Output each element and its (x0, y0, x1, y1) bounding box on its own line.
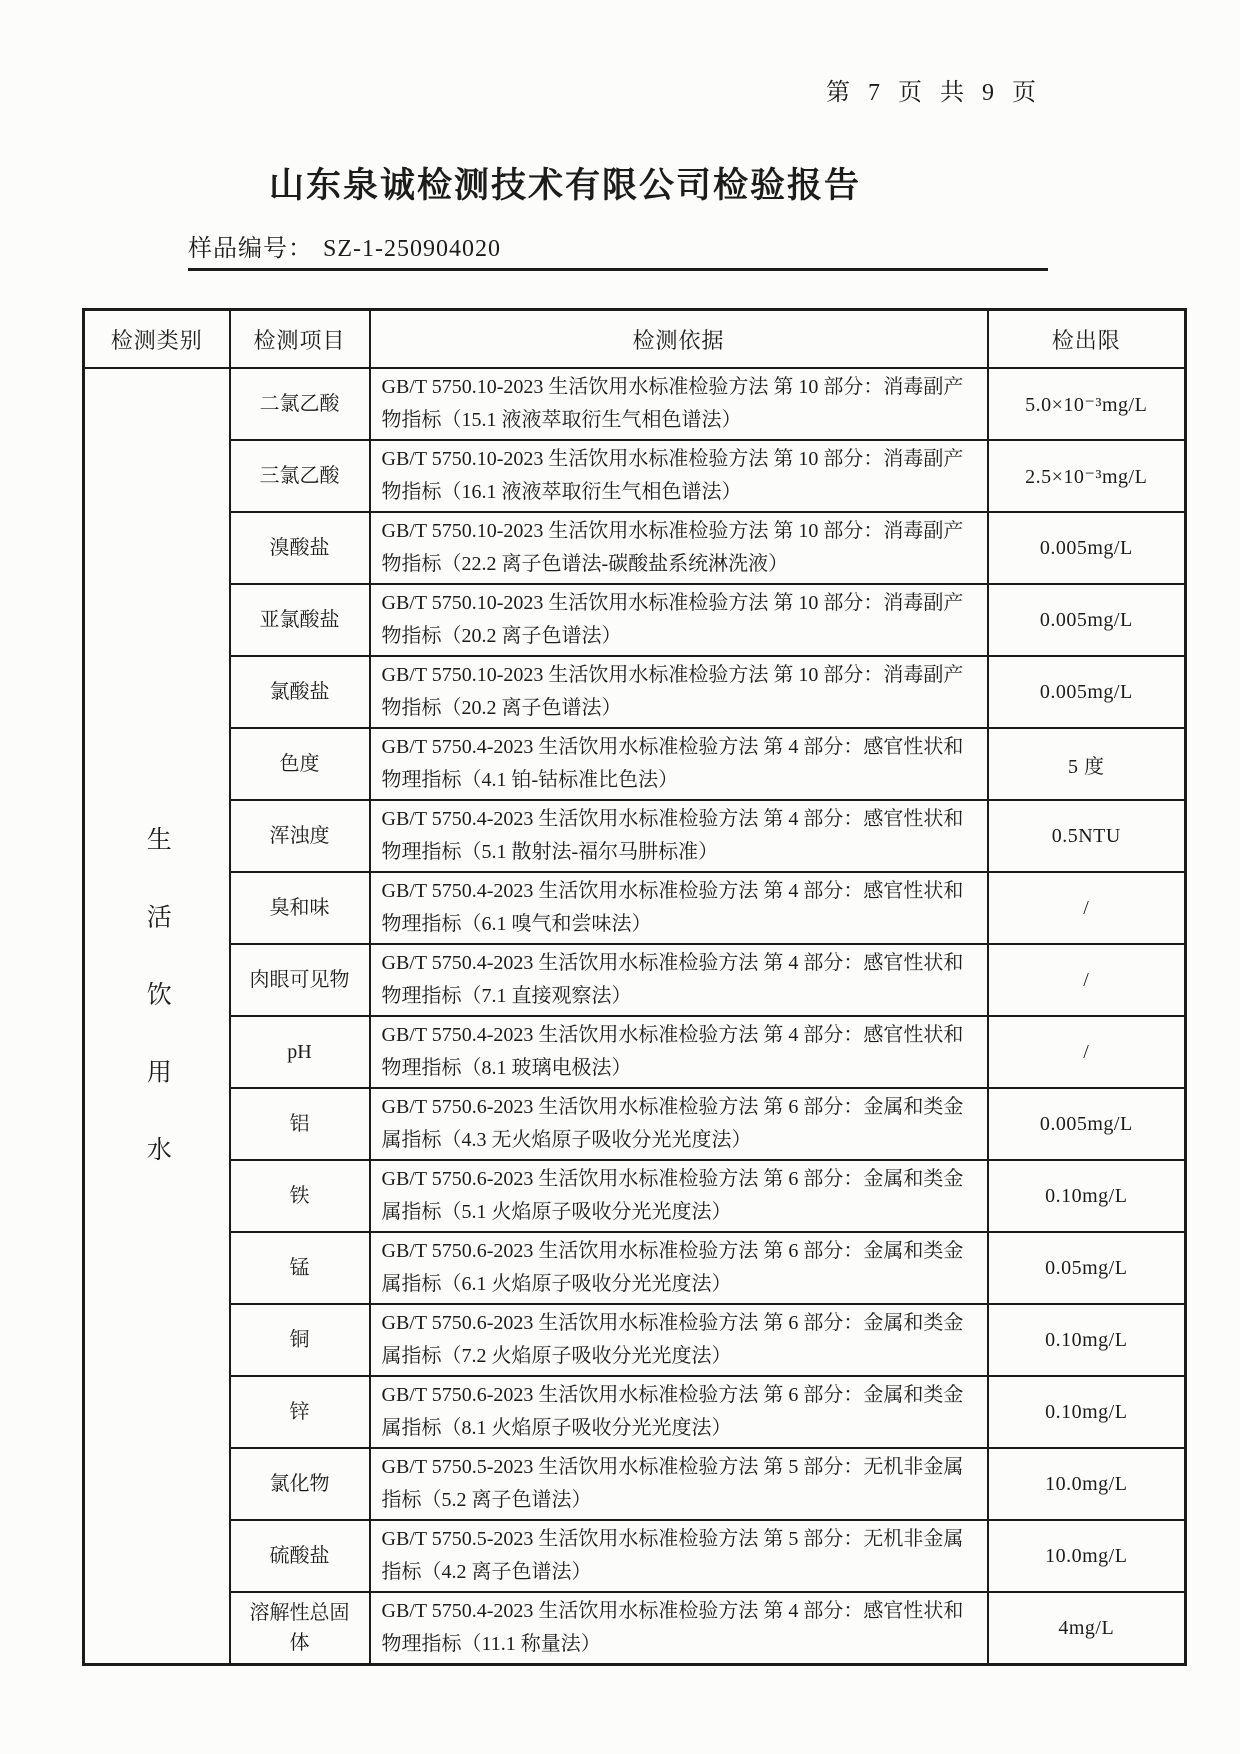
table-row (84, 512, 1186, 584)
limit-cell: 0.10mg/L (988, 1160, 1186, 1232)
item-cell: 锰 (230, 1232, 370, 1304)
basis-cell: GB/T 5750.6-2023 生活饮用水标准检验方法 第 6 部分：金属和类金属指标（5.1 火焰原子吸收分光光度法） (370, 1160, 988, 1232)
item-cell: 二氯乙酸 (230, 368, 370, 440)
limit-cell: 5 度 (988, 728, 1186, 800)
table-row (84, 656, 1186, 728)
basis-cell: GB/T 5750.10-2023 生活饮用水标准检验方法 第 10 部分：消毒副产物指标（20.2 离子色谱法） (370, 656, 988, 728)
basis-cell: GB/T 5750.4-2023 生活饮用水标准检验方法 第 4 部分：感官性状和物理指标（7.1 直接观察法） (370, 944, 988, 1016)
limit-cell: / (988, 944, 1186, 1016)
basis-cell: GB/T 5750.4-2023 生活饮用水标准检验方法 第 4 部分：感官性状和物理指标（5.1 散射法-福尔马肼标准） (370, 800, 988, 872)
item-cell: 铝 (230, 1088, 370, 1160)
basis-cell: GB/T 5750.6-2023 生活饮用水标准检验方法 第 6 部分：金属和类金属指标（8.1 火焰原子吸收分光光度法） (370, 1376, 988, 1448)
limit-cell: 10.0mg/L (988, 1520, 1186, 1592)
basis-cell: GB/T 5750.4-2023 生活饮用水标准检验方法 第 4 部分：感官性状和物理指标（8.1 玻璃电极法） (370, 1016, 988, 1088)
item-cell: 色度 (230, 728, 370, 800)
basis-cell: GB/T 5750.10-2023 生活饮用水标准检验方法 第 10 部分：消毒副产物指标（22.2 离子色谱法-碳酸盐系统淋洗液） (370, 512, 988, 584)
table-row (84, 1232, 1186, 1304)
item-cell: 三氯乙酸 (230, 440, 370, 512)
table-row (84, 1520, 1186, 1592)
limit-cell: 0.005mg/L (988, 584, 1186, 656)
basis-cell: GB/T 5750.10-2023 生活饮用水标准检验方法 第 10 部分：消毒副产物指标（20.2 离子色谱法） (370, 584, 988, 656)
table-row (84, 728, 1186, 800)
item-cell: 浑浊度 (230, 800, 370, 872)
sample-number-line (188, 228, 1048, 271)
item-cell: 肉眼可见物 (230, 944, 370, 1016)
limit-cell: 0.005mg/L (988, 512, 1186, 584)
item-cell: 亚氯酸盐 (230, 584, 370, 656)
item-cell: 锌 (230, 1376, 370, 1448)
table-row (84, 1088, 1186, 1160)
table-row (84, 1376, 1186, 1448)
limit-cell: 4mg/L (988, 1592, 1186, 1665)
limit-cell: 0.005mg/L (988, 1088, 1186, 1160)
test-methods-table (82, 308, 1187, 1666)
basis-cell: GB/T 5750.6-2023 生活饮用水标准检验方法 第 6 部分：金属和类金属指标（6.1 火焰原子吸收分光光度法） (370, 1232, 988, 1304)
table-row (84, 1160, 1186, 1232)
sample-number-value: SZ-1-250904020 (323, 236, 501, 262)
basis-cell: GB/T 5750.4-2023 生活饮用水标准检验方法 第 4 部分：感官性状和物理指标（4.1 铂-钴标准比色法） (370, 728, 988, 800)
basis-cell: GB/T 5750.4-2023 生活饮用水标准检验方法 第 4 部分：感官性状和物理指标（6.1 嗅气和尝味法） (370, 872, 988, 944)
column-header-limit: 检出限 (988, 310, 1186, 369)
table-row (84, 1448, 1186, 1520)
page-number: 第 7 页 共 9 页 (826, 80, 1042, 106)
table-row (84, 872, 1186, 944)
limit-cell: 0.05mg/L (988, 1232, 1186, 1304)
limit-cell: 2.5×10⁻³mg/L (988, 440, 1186, 512)
basis-cell: GB/T 5750.5-2023 生活饮用水标准检验方法 第 5 部分：无机非金属指标（4.2 离子色谱法） (370, 1520, 988, 1592)
column-header-basis: 检测依据 (370, 310, 988, 369)
limit-cell: 5.0×10⁻³mg/L (988, 368, 1186, 440)
table-row (84, 944, 1186, 1016)
basis-cell: GB/T 5750.10-2023 生活饮用水标准检验方法 第 10 部分：消毒副产物指标（16.1 液液萃取衍生气相色谱法） (370, 440, 988, 512)
table-row (84, 1016, 1186, 1088)
item-cell: 溴酸盐 (230, 512, 370, 584)
category-cell (84, 368, 230, 1665)
sample-number-label: 样品编号： (188, 236, 313, 262)
item-cell: 溶解性总固体 (230, 1592, 370, 1665)
table-row (84, 1592, 1186, 1665)
table-row (84, 440, 1186, 512)
limit-cell: 0.005mg/L (988, 656, 1186, 728)
table-row (84, 584, 1186, 656)
limit-cell: 0.10mg/L (988, 1376, 1186, 1448)
item-cell: 铜 (230, 1304, 370, 1376)
limit-cell: / (988, 872, 1186, 944)
page-title: 山东泉诚检测技术有限公司检验报告 (268, 166, 861, 205)
item-cell: 氯化物 (230, 1448, 370, 1520)
category-label: 生活饮用水 (143, 825, 171, 1213)
item-cell: 硫酸盐 (230, 1520, 370, 1592)
table-row (84, 368, 1186, 440)
table-row (84, 1304, 1186, 1376)
item-cell: pH (230, 1016, 370, 1088)
limit-cell: 0.10mg/L (988, 1304, 1186, 1376)
column-header-item: 检测项目 (230, 310, 370, 369)
item-cell: 铁 (230, 1160, 370, 1232)
table-header-row (84, 310, 1186, 369)
limit-cell: 0.5NTU (988, 800, 1186, 872)
basis-cell: GB/T 5750.5-2023 生活饮用水标准检验方法 第 5 部分：无机非金属指标（5.2 离子色谱法） (370, 1448, 988, 1520)
limit-cell: 10.0mg/L (988, 1448, 1186, 1520)
item-cell: 氯酸盐 (230, 656, 370, 728)
basis-cell: GB/T 5750.10-2023 生活饮用水标准检验方法 第 10 部分：消毒副产物指标（15.1 液液萃取衍生气相色谱法） (370, 368, 988, 440)
item-cell: 臭和味 (230, 872, 370, 944)
basis-cell: GB/T 5750.6-2023 生活饮用水标准检验方法 第 6 部分：金属和类金属指标（4.3 无火焰原子吸收分光光度法） (370, 1088, 988, 1160)
basis-cell: GB/T 5750.4-2023 生活饮用水标准检验方法 第 4 部分：感官性状和物理指标（11.1 称量法） (370, 1592, 988, 1665)
column-header-category: 检测类别 (84, 310, 230, 369)
limit-cell: / (988, 1016, 1186, 1088)
basis-cell: GB/T 5750.6-2023 生活饮用水标准检验方法 第 6 部分：金属和类金属指标（7.2 火焰原子吸收分光光度法） (370, 1304, 988, 1376)
table-row (84, 800, 1186, 872)
